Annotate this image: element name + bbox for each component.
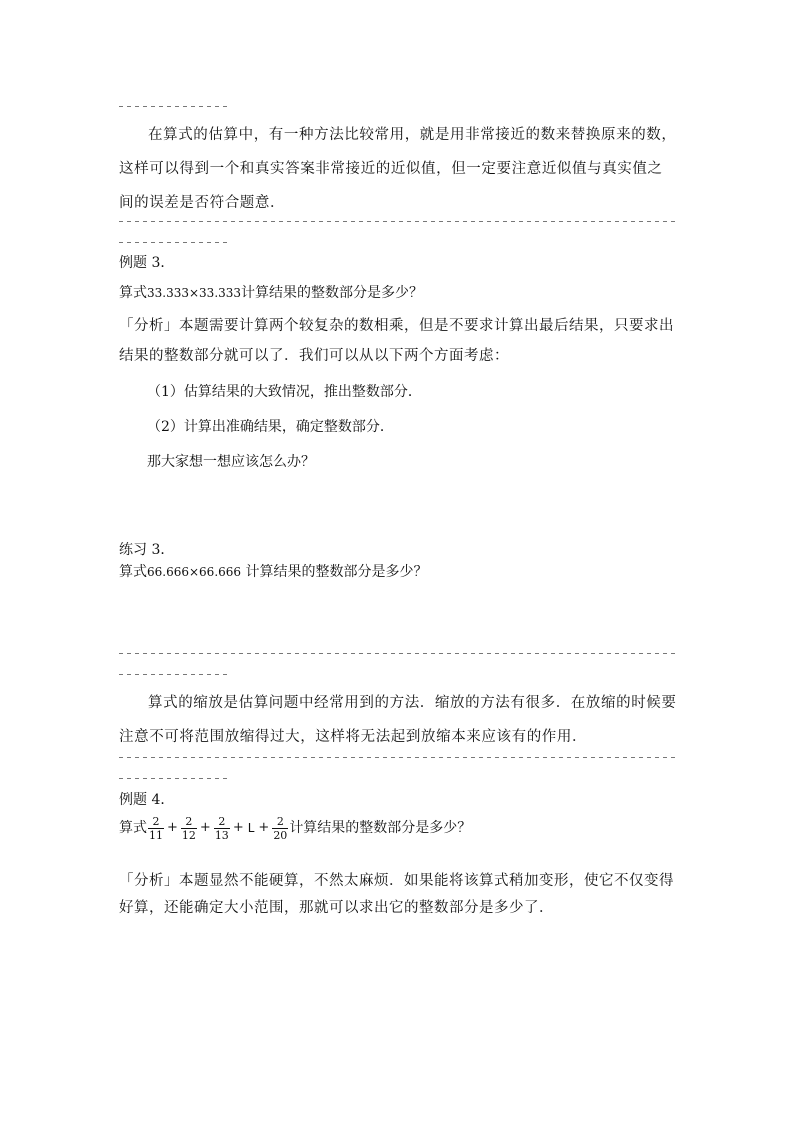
separator-1b: [119, 242, 231, 243]
example4-question: [119, 813, 471, 843]
example4-question-suffix: 计算结果的整数部分是多少？: [289, 820, 472, 836]
fraction-1-numerator: 2: [148, 815, 164, 829]
fraction-1-denominator: 11: [149, 828, 163, 842]
separator-2a: [119, 653, 675, 654]
separator-top: [119, 106, 231, 107]
fraction-3-denominator: 13: [214, 828, 229, 842]
plus-sign-4: +: [258, 820, 270, 835]
example3-question: [119, 282, 423, 304]
fraction-3-numerator: 2: [214, 815, 230, 829]
exercise3-question-prefix: 算式: [119, 564, 147, 580]
example3-question-suffix: 计算结果的整数部分是多少？: [241, 285, 424, 301]
example3-analysis: 「分析」本题需要计算两个较复杂的数相乘，但是不要求计算出最后结果，只要求出结果的整数部分就可以了．我们可以从以下两个方面考虑：: [119, 318, 674, 364]
fraction-1: [148, 815, 164, 842]
example3-closing: 那大家想一想应该怎么办？: [147, 454, 315, 470]
fraction-last-denominator: 20: [273, 828, 288, 842]
fraction-last: [272, 815, 288, 842]
ellipsis-symbol: L: [247, 821, 255, 835]
exercise3-question-suffix: 计算结果的整数部分是多少？: [241, 564, 428, 580]
example3-title: 例题 3．: [119, 255, 175, 271]
exercise3-expression: 66.666×66.666: [147, 565, 242, 579]
example4-title: 例题 4．: [119, 792, 175, 808]
fraction-last-numerator: 2: [272, 815, 288, 829]
example4-analysis: 「分析」本题显然不能硬算，不然太麻烦．如果能将该算式稍加变形，使它不仅变得好算，还能确定大小范围，那就可以求出它的整数部分是多少了．: [119, 873, 674, 916]
exercise3-title: 练习 3．: [119, 542, 175, 558]
fraction-2: [181, 815, 197, 842]
separator-3a: [119, 757, 675, 758]
fraction-2-denominator: 12: [181, 828, 196, 842]
plus-sign-3: +: [232, 820, 244, 835]
separator-3b: [119, 778, 231, 779]
example3-point2: （2）计算出准确结果，确定整数部分．: [147, 419, 394, 435]
example3-point1: （1）估算结果的大致情况，推出整数部分．: [147, 384, 422, 400]
example4-question-prefix: 算式: [119, 820, 147, 836]
example3-expression: 33.333×33.333: [147, 286, 242, 300]
example3-question-prefix: 算式: [119, 285, 147, 301]
plus-sign-2: +: [199, 820, 211, 835]
fraction-2-numerator: 2: [181, 815, 197, 829]
intro-paragraph: 在算式的估算中，有一种方法比较常用，就是用非常接近的数来替换原来的数，这样可以得到一个和真实答案非常接近的近似值，但一定要注意近似值与真实值之间的误差是否符合题意．: [119, 127, 677, 211]
plus-sign-1: +: [167, 820, 178, 835]
fraction-3: [214, 815, 230, 842]
scaling-paragraph: 算式的缩放是估算问题中经常用到的方法．缩放的方法有很多．在放缩的时候要注意不可将范围放缩得过大，这样将无法起到放缩本来应该有的作用．: [119, 695, 677, 745]
exercise3-question: [119, 561, 427, 583]
separator-1a: [119, 221, 675, 222]
separator-2b: [119, 674, 231, 675]
